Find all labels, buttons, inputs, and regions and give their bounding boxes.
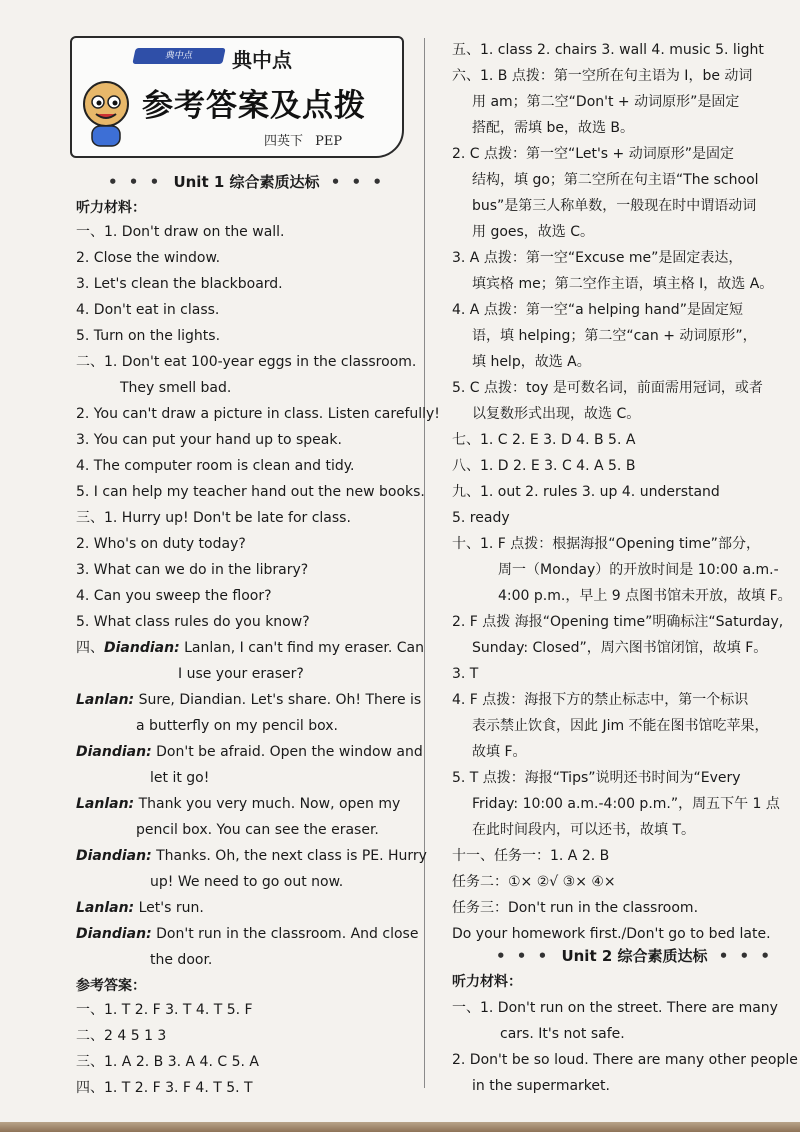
unit2-title: Unit 2 综合素质达标 [561, 947, 708, 965]
answer-line: 填 help，故选 A。 [472, 354, 591, 370]
answer-line: 3. A 点拨：第一空“Excuse me”是固定表达， [452, 250, 743, 266]
answer-row: 四、1. T 2. F 3. F 4. T 5. T [76, 1080, 253, 1096]
answer-line: 4:00 p.m.，早上 9 点图书馆未开放，故填 F。 [498, 588, 792, 604]
dialogue-text: Let's run. [138, 900, 204, 916]
answer-line: 任务二：①× ②√ ③× ④× [452, 874, 616, 890]
dialogue-text: Thanks. Oh, the next class is PE. Hurry [156, 848, 427, 864]
heading-dots-left: • • • [108, 173, 163, 191]
answer-line: 故填 F。 [472, 744, 527, 760]
section-number: 四、 [76, 640, 104, 656]
speaker-name: Lanlan: [76, 796, 135, 812]
dialogue-line [76, 690, 421, 710]
answer-line: Sunday: Closed”，周六图书馆闭馆，故填 F。 [472, 640, 768, 656]
speaker-name: Diandian: [104, 640, 180, 656]
answer-line: 九、1. out 2. rules 3. up 4. understand [452, 484, 720, 500]
header-banner [70, 36, 404, 158]
answer-line: 3. T [452, 666, 479, 682]
answer-line: Do your homework first./Don't go to bed late. [452, 926, 771, 942]
list-item: 3. You can put your hand up to speak. [76, 432, 342, 448]
list-item: 5. I can help my teacher hand out the new books. [76, 484, 425, 500]
answer-line: Friday: 10:00 a.m.-4:00 p.m.”，周五下午 1 点 [472, 796, 780, 812]
listening-label: 听力材料： [452, 974, 522, 990]
brand-strip: 典中点 [132, 48, 225, 64]
list-item: 一、1. Don't run on the street. There are many [452, 1000, 778, 1016]
answer-line: 表示禁止饮食，因此 Jim 不能在图书馆吃苹果， [472, 718, 769, 734]
dialogue-continuation: let it go! [150, 770, 210, 786]
column-divider [424, 38, 425, 1088]
dialogue-continuation: pencil box. You can see the eraser. [136, 822, 379, 838]
list-item: 3. What can we do in the library? [76, 562, 309, 578]
answer-line: 5. ready [452, 510, 510, 526]
list-item: 2. Who's on duty today? [76, 536, 246, 552]
page-bottom-edge [0, 1122, 800, 1132]
listening-label: 听力材料： [76, 200, 146, 216]
list-item: 5. Turn on the lights. [76, 328, 221, 344]
dialogue-line [76, 742, 423, 762]
list-item: 2. Don't be so loud. There are many other people [452, 1052, 798, 1068]
list-item: 4. The computer room is clean and tidy. [76, 458, 355, 474]
heading-dots-right: • • • [718, 947, 773, 965]
answers-label: 参考答案： [76, 978, 146, 994]
dialogue-line [76, 846, 427, 866]
brand-mark: 典中点 [232, 48, 292, 72]
answer-line: 语，填 helping；第二空“can + 动词原形”， [472, 328, 757, 344]
list-item: 4. Can you sweep the floor? [76, 588, 272, 604]
list-item: 4. Don't eat in class. [76, 302, 220, 318]
dialogue-line [76, 898, 204, 918]
speaker-name: Lanlan: [76, 900, 135, 916]
answer-row: 一、1. T 2. F 3. T 4. T 5. F [76, 1002, 253, 1018]
answer-line: 结构，填 go；第二空所在句主语“The school [472, 172, 759, 188]
heading-dots-left: • • • [496, 947, 551, 965]
answer-line: 以复数形式出现，故选 C。 [472, 406, 641, 422]
answer-line: 5. C 点拨：toy 是可数名词，前面需用冠词，或者 [452, 380, 763, 396]
dialogue-text: Thank you very much. Now, open my [138, 796, 401, 812]
dialogue-continuation: a butterfly on my pencil box. [136, 718, 339, 734]
dialogue-text: Don't be afraid. Open the window and [156, 744, 423, 760]
answer-line: 用 am；第二空“Don't + 动词原形”是固定 [472, 94, 740, 110]
answer-row: 二、2 4 5 1 3 [76, 1028, 167, 1044]
list-item: 一、1. Don't draw on the wall. [76, 224, 285, 240]
dialogue-line [76, 638, 424, 658]
answer-row: 三、1. A 2. B 3. A 4. C 5. A [76, 1054, 259, 1070]
grade-label: 四英下 [264, 134, 304, 149]
grade-edition [264, 130, 350, 149]
list-item: 2. You can't draw a picture in class. Listen carefully! [76, 406, 440, 422]
answer-line: 2. F 点拨 海报“Opening time”明确标注“Saturday, [452, 614, 784, 630]
dialogue-continuation: I use your eraser? [178, 666, 304, 682]
mascot-icon [74, 78, 138, 150]
answer-line: 在此时间段内，可以还书，故填 T。 [472, 822, 696, 838]
answer-line: 搭配，需填 be，故选 B。 [472, 120, 635, 136]
answer-line: 五、1. class 2. chairs 3. wall 4. music 5. light [452, 42, 764, 58]
dialogue-line [76, 924, 418, 944]
speaker-name: Lanlan: [76, 692, 135, 708]
answer-line: 5. T 点拨：海报“Tips”说明还书时间为“Every [452, 770, 741, 786]
dialogue-continuation: the door. [150, 952, 213, 968]
unit1-heading [108, 172, 385, 192]
page-title: 参考答案及点拨 [142, 88, 366, 124]
list-item: 三、1. Hurry up! Don't be late for class. [76, 510, 351, 526]
speaker-name: Diandian: [76, 926, 152, 942]
answer-line: 十、1. F 点拨：根据海报“Opening time”部分， [452, 536, 760, 552]
answer-line: bus”是第三人称单数，一般现在时中谓语动词 [472, 198, 757, 214]
answer-line: 用 goes，故选 C。 [472, 224, 595, 240]
answer-line: 4. A 点拨：第一空“a helping hand”是固定短 [452, 302, 743, 318]
dialogue-text: Don't run in the classroom. And close [156, 926, 419, 942]
heading-dots-right: • • • [330, 173, 385, 191]
list-item: 5. What class rules do you know? [76, 614, 310, 630]
answer-line: 十一、任务一：1. A 2. B [452, 848, 610, 864]
list-item: 2. Close the window. [76, 250, 221, 266]
list-item: 3. Let's clean the blackboard. [76, 276, 283, 292]
answer-line: 4. F 点拨：海报下方的禁止标志中，第一个标识 [452, 692, 749, 708]
answer-line: 七、1. C 2. E 3. D 4. B 5. A [452, 432, 636, 448]
edition-label: PEP [315, 134, 343, 149]
unit2-heading [496, 946, 773, 966]
answer-line: 填宾格 me；第二空作主语，填主格 I，故选 A。 [472, 276, 774, 292]
list-item: in the supermarket. [472, 1078, 610, 1094]
speaker-name: Diandian: [76, 848, 152, 864]
dialogue-continuation: up! We need to go out now. [150, 874, 344, 890]
list-item: 二、1. Don't eat 100-year eggs in the classroom. [76, 354, 417, 370]
answer-line: 任务三：Don't run in the classroom. [452, 900, 699, 916]
list-item: They smell bad. [120, 380, 232, 396]
answer-line: 周一（Monday）的开放时间是 10:00 a.m.- [498, 562, 779, 578]
speaker-name: Diandian: [76, 744, 152, 760]
answer-line: 八、1. D 2. E 3. C 4. A 5. B [452, 458, 636, 474]
unit1-title: Unit 1 综合素质达标 [173, 173, 320, 191]
list-item: cars. It's not safe. [500, 1026, 625, 1042]
answer-line: 六、1. B 点拨：第一空所在句主语为 I，be 动词 [452, 68, 753, 84]
dialogue-text: Sure, Diandian. Let's share. Oh! There is [138, 692, 422, 708]
dialogue-line [76, 794, 400, 814]
answer-line: 2. C 点拨：第一空“Let's + 动词原形”是固定 [452, 146, 734, 162]
dialogue-text: Lanlan, I can't find my eraser. Can [184, 640, 424, 656]
